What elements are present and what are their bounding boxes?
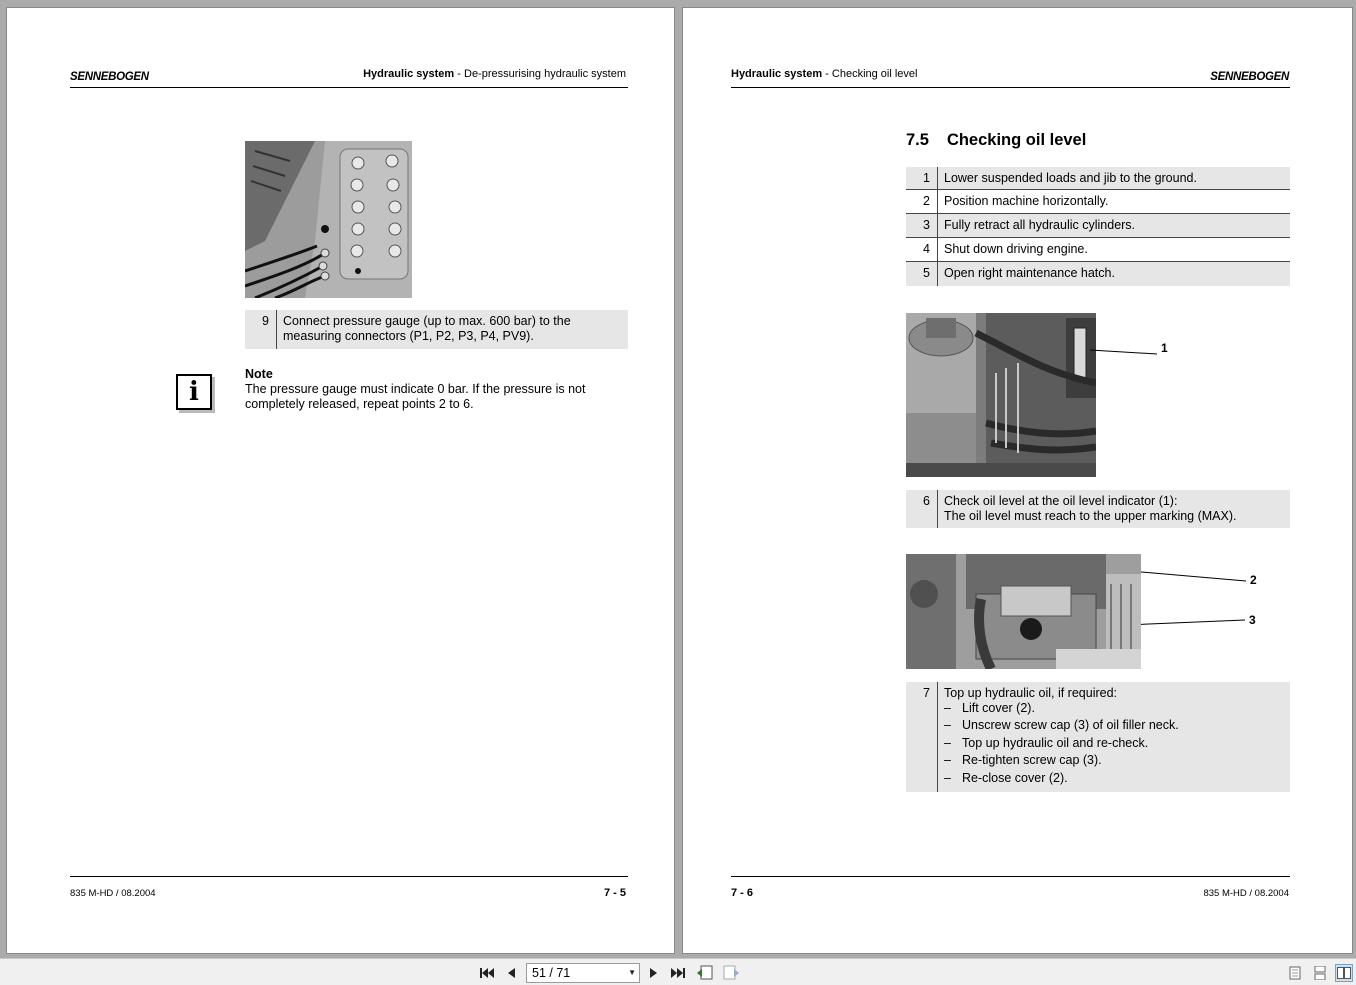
header-rule bbox=[70, 87, 628, 88]
facing-pages-icon[interactable] bbox=[1335, 964, 1353, 982]
step-text: Fully retract all hydraulic cylinders. bbox=[944, 218, 1136, 232]
right-page bbox=[682, 7, 1353, 954]
step-text: Position machine horizontally. bbox=[944, 194, 1109, 208]
pressure-connectors-photo bbox=[245, 141, 412, 298]
page-header-title bbox=[731, 68, 917, 80]
step-number: 9 bbox=[245, 310, 277, 349]
next-page-icon[interactable] bbox=[645, 964, 663, 982]
step-6-row bbox=[906, 490, 1290, 528]
chevron-down-icon[interactable]: ▼ bbox=[628, 968, 636, 977]
continuous-icon[interactable] bbox=[1311, 964, 1329, 982]
footer-rule bbox=[731, 876, 1290, 877]
back-view-icon[interactable] bbox=[696, 964, 714, 982]
step-number: 1 bbox=[906, 167, 938, 189]
table-row bbox=[906, 167, 1290, 190]
step-number: 7 bbox=[906, 682, 938, 792]
first-page-icon[interactable] bbox=[478, 964, 496, 982]
steps-table bbox=[906, 167, 1290, 286]
step-text: Shut down driving engine. bbox=[944, 242, 1088, 256]
table-row bbox=[906, 190, 1290, 214]
step-intro: Top up hydraulic oil, if required: bbox=[944, 686, 1118, 700]
callout-2-label: 2 bbox=[1250, 573, 1257, 587]
left-page bbox=[6, 7, 675, 954]
step-number: 5 bbox=[906, 262, 938, 286]
viewer-toolbar bbox=[0, 958, 1356, 985]
header-section: Hydraulic system bbox=[363, 68, 455, 80]
step-number: 3 bbox=[906, 214, 938, 237]
step-7-row bbox=[906, 682, 1290, 792]
list-item: – Top up hydraulic oil and re-check. bbox=[944, 735, 1149, 750]
note-text: The pressure gauge must indicate 0 bar. If the pressure is not completely released, repeat points 2 to 6. bbox=[245, 382, 586, 411]
list-item: – Lift cover (2). bbox=[944, 700, 1035, 715]
sennebogen-logo: SENNEBOGEN bbox=[1210, 71, 1289, 83]
step-line: The oil level must reach to the upper marking (MAX). bbox=[944, 509, 1237, 523]
note-title: Note bbox=[245, 367, 273, 381]
step-text: Lower suspended loads and jib to the ground. bbox=[944, 171, 1197, 185]
page-header-title bbox=[363, 68, 626, 80]
list-item: – Re-tighten screw cap (3). bbox=[944, 753, 1102, 767]
page-number-field[interactable] bbox=[526, 963, 640, 983]
step-text: Open right maintenance hatch. bbox=[944, 266, 1115, 280]
step-number: 6 bbox=[906, 490, 938, 528]
list-item: – Re-close cover (2). bbox=[944, 770, 1068, 785]
list-item: – Unscrew screw cap (3) of oil filler neck. bbox=[944, 718, 1179, 732]
header-subsection: - De-pressurising hydraulic system bbox=[454, 68, 626, 80]
header-rule bbox=[731, 87, 1290, 88]
page-number: 7 - 6 bbox=[731, 887, 754, 899]
last-page-icon[interactable] bbox=[669, 964, 687, 982]
footer-document-id: 835 M-HD / 08.2004 bbox=[1203, 888, 1289, 899]
step-text bbox=[938, 490, 1236, 528]
table-row bbox=[906, 238, 1290, 262]
step-number: 2 bbox=[906, 190, 938, 213]
footer-document-id: 835 M-HD / 08.2004 bbox=[70, 888, 156, 899]
header-subsection: - Checking oil level bbox=[822, 68, 918, 80]
section-number: 7.5 bbox=[906, 131, 929, 149]
section-title: Checking oil level bbox=[946, 131, 1087, 149]
prev-page-icon[interactable] bbox=[502, 964, 520, 982]
step-number: 4 bbox=[906, 238, 938, 261]
callout-leaders bbox=[683, 8, 1354, 955]
table-row bbox=[906, 214, 1290, 238]
callout-3-label: 3 bbox=[1249, 613, 1256, 627]
oil-level-indicator-photo bbox=[906, 313, 1096, 477]
hydraulic-tank-photo bbox=[906, 554, 1141, 669]
page-indicator: 51 / 71 bbox=[532, 966, 571, 980]
step-text bbox=[938, 682, 1179, 792]
page-number: 7 - 5 bbox=[603, 887, 626, 899]
header-section: Hydraulic system bbox=[731, 68, 823, 80]
footer-rule bbox=[70, 876, 628, 877]
info-icon: i bbox=[176, 374, 212, 410]
table-row bbox=[906, 262, 1290, 286]
step-line: Check oil level at the oil level indicator (1): bbox=[944, 494, 1178, 508]
callout-1-label: 1 bbox=[1161, 341, 1168, 355]
sennebogen-logo: SENNEBOGEN bbox=[70, 71, 149, 83]
section-heading bbox=[906, 131, 1086, 150]
single-page-icon[interactable] bbox=[1286, 964, 1304, 982]
step-9-row bbox=[245, 310, 628, 349]
forward-view-icon[interactable] bbox=[722, 964, 740, 982]
step-text: Connect pressure gauge (up to max. 600 bar) to the measuring connectors (P1, P2, P3, P4, PV9). bbox=[283, 314, 571, 343]
